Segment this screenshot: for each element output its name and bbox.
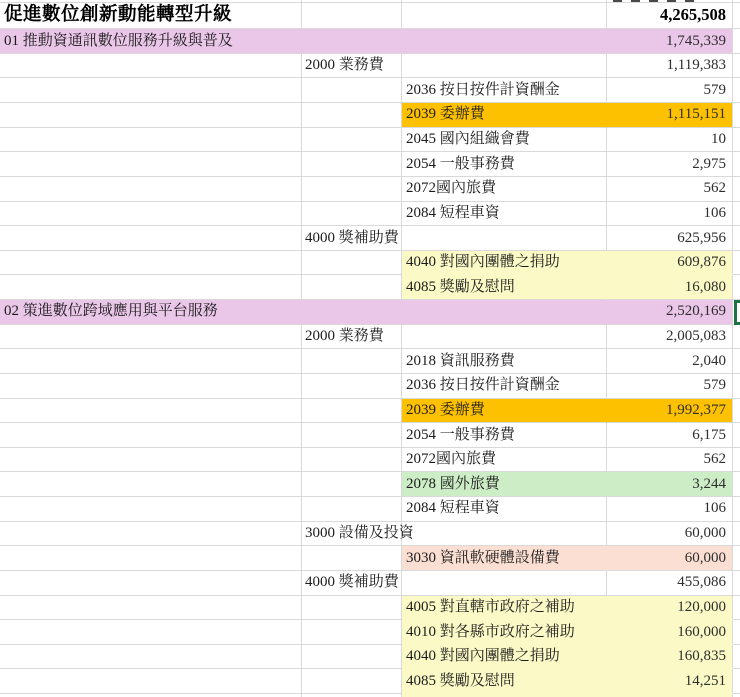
cell-item[interactable] — [402, 645, 607, 670]
cell-item[interactable] — [402, 29, 607, 54]
group-label: 2000 業務費 — [305, 328, 384, 344]
cell-program[interactable] — [0, 152, 302, 177]
table-row — [0, 374, 740, 399]
cell-amount[interactable] — [607, 300, 733, 325]
item-label: 4040 對國內團體之捐助 — [406, 254, 560, 271]
cell-program[interactable] — [0, 103, 302, 128]
cell-item[interactable] — [402, 472, 607, 497]
cell-item[interactable] — [402, 251, 607, 276]
amount-value: 1,745,339 — [666, 32, 726, 49]
cell-group[interactable] — [302, 571, 402, 596]
cell-edge[interactable] — [733, 546, 740, 571]
amount-value: 625,956 — [677, 229, 726, 246]
cell-item[interactable] — [402, 3, 607, 29]
cell-edge[interactable] — [733, 497, 740, 522]
table-row — [0, 300, 740, 325]
cell-edge[interactable] — [733, 596, 740, 621]
table-row — [0, 29, 740, 54]
cell-item[interactable] — [402, 128, 607, 153]
cell-amount[interactable] — [607, 399, 733, 424]
table-row — [0, 325, 740, 350]
cell-edge[interactable] — [733, 645, 740, 670]
cell-amount[interactable] — [607, 349, 733, 374]
cell-group[interactable] — [302, 546, 402, 571]
amount-value: 106 — [703, 500, 726, 517]
cell-group[interactable] — [302, 152, 402, 177]
item-label: 2054 一般事務費 — [406, 155, 515, 172]
cell-group[interactable] — [302, 325, 402, 350]
amount-value: 2,975 — [692, 155, 726, 172]
table-row — [0, 78, 740, 103]
cell-group[interactable] — [302, 103, 402, 128]
cell-group[interactable] — [302, 54, 402, 79]
cell-amount[interactable] — [607, 374, 733, 399]
cell-program[interactable] — [0, 596, 302, 621]
cell-edge[interactable] — [733, 78, 740, 103]
table-row — [0, 128, 740, 153]
cell-group[interactable] — [302, 374, 402, 399]
cell-item[interactable] — [402, 177, 607, 202]
amount-value: 579 — [703, 377, 726, 394]
amount-value: 455,086 — [677, 574, 726, 591]
cell-program[interactable] — [0, 448, 302, 473]
item-label: 4040 對國內團體之捐助 — [406, 648, 560, 665]
cell-edge[interactable] — [733, 571, 740, 596]
clipped-digit-mark — [649, 0, 658, 2]
program-label: 促進數位創新動能轉型升級 — [4, 5, 233, 26]
table-row — [0, 596, 740, 621]
amount-value: 4,265,508 — [660, 5, 726, 25]
cell-program[interactable] — [0, 29, 302, 54]
clipped-digit-mark — [631, 0, 640, 2]
clipped-digit-mark — [613, 0, 622, 2]
cell-program[interactable] — [0, 620, 302, 645]
item-label: 2072國內旅費 — [406, 451, 497, 468]
cell-program[interactable] — [0, 497, 302, 522]
group-label: 4000 獎補助費 — [305, 229, 399, 246]
cell-edge[interactable] — [733, 54, 740, 79]
cell-program[interactable] — [0, 522, 302, 547]
amount-value: 579 — [703, 81, 726, 98]
cell-amount[interactable] — [607, 596, 733, 621]
table-row — [0, 202, 740, 227]
selection-border-fragment — [734, 300, 740, 325]
cell-edge[interactable] — [733, 251, 740, 276]
cell-group[interactable] — [302, 472, 402, 497]
cell-program[interactable] — [0, 275, 302, 300]
program-label: 01 推動資通訊數位服務升級與普及 — [4, 32, 233, 49]
cell-amount[interactable] — [607, 177, 733, 202]
clipped-digit-mark — [667, 0, 676, 2]
table-row — [0, 645, 740, 670]
table-row — [0, 669, 740, 694]
cell-program[interactable] — [0, 226, 302, 251]
table-row — [0, 177, 740, 202]
cell-program[interactable] — [0, 128, 302, 153]
amount-value: 6,175 — [692, 426, 726, 443]
group-label: 3000 設備及投資 — [305, 525, 414, 541]
item-label: 4005 對直轄市政府之補助 — [406, 598, 575, 615]
cell-program[interactable] — [0, 78, 302, 103]
cell-group[interactable] — [302, 596, 402, 621]
cell-amount[interactable] — [607, 546, 733, 571]
cell-group[interactable] — [302, 522, 414, 547]
amount-value: 1,119,383 — [666, 57, 726, 74]
cell-edge[interactable] — [733, 226, 740, 251]
table-row — [0, 399, 740, 424]
cell-group[interactable] — [302, 226, 402, 251]
item-label: 2078 國外旅費 — [406, 475, 500, 492]
cell-program[interactable] — [0, 349, 302, 374]
amount-value: 16,080 — [684, 278, 726, 295]
cell-program[interactable] — [0, 300, 302, 325]
cell-amount[interactable] — [607, 423, 733, 448]
cell-item[interactable] — [402, 78, 607, 103]
cell-group[interactable] — [302, 300, 402, 325]
cell-group[interactable] — [302, 78, 402, 103]
cell-item[interactable] — [402, 571, 607, 596]
cell-amount[interactable] — [607, 497, 733, 522]
item-label: 2036 按日按件計資酬金 — [406, 377, 560, 394]
cell-edge[interactable] — [733, 3, 740, 29]
cell-program[interactable] — [0, 54, 302, 79]
cell-edge[interactable] — [733, 325, 740, 350]
amount-value: 2,520,169 — [666, 303, 726, 320]
clipped-digit-mark — [685, 0, 694, 2]
cell-amount[interactable] — [607, 202, 733, 227]
table-row — [0, 226, 740, 251]
cell-amount[interactable] — [607, 3, 733, 29]
cell-edge[interactable] — [733, 399, 740, 424]
item-label: 2072國內旅費 — [406, 180, 497, 197]
cell-program[interactable] — [0, 325, 302, 350]
cell-amount[interactable] — [607, 669, 733, 694]
cell-group[interactable] — [302, 202, 402, 227]
cell-program[interactable] — [0, 669, 302, 694]
cell-group[interactable] — [302, 251, 402, 276]
cell-amount[interactable] — [607, 325, 733, 350]
cell-amount[interactable] — [607, 103, 733, 128]
cell-edge[interactable] — [733, 152, 740, 177]
cell-edge[interactable] — [733, 275, 740, 300]
cell-edge[interactable] — [733, 620, 740, 645]
cell-amount[interactable] — [607, 620, 733, 645]
cell-program[interactable] — [0, 202, 302, 227]
cell-program[interactable] — [0, 399, 302, 424]
amount-value: 1,992,377 — [666, 401, 726, 418]
cell-item[interactable] — [402, 546, 607, 571]
cell-item[interactable] — [402, 103, 607, 128]
cell-program[interactable] — [0, 374, 302, 399]
table-row — [0, 152, 740, 177]
amount-value: 2,005,083 — [666, 328, 726, 344]
item-label: 4085 獎勵及慰問 — [406, 278, 515, 295]
cell-item[interactable] — [402, 374, 607, 399]
cell-item[interactable] — [402, 596, 607, 621]
cell-edge[interactable] — [733, 103, 740, 128]
item-label: 2018 資訊服務費 — [406, 352, 515, 369]
cell-amount[interactable] — [607, 645, 733, 670]
amount-value: 106 — [703, 204, 726, 221]
cell-amount[interactable] — [607, 275, 733, 300]
item-label: 2036 按日按件計資酬金 — [406, 81, 560, 98]
cell-edge[interactable] — [733, 177, 740, 202]
amount-value: 160,835 — [677, 648, 726, 665]
item-label: 2039 委辦費 — [406, 401, 485, 418]
cell-item[interactable] — [402, 349, 607, 374]
cell-group[interactable] — [302, 275, 402, 300]
cell-group[interactable] — [302, 177, 402, 202]
amount-value: 60,000 — [684, 525, 726, 541]
group-label: 4000 獎補助費 — [305, 574, 399, 591]
item-label: 4010 對各縣市政府之補助 — [406, 623, 575, 640]
cell-amount[interactable] — [607, 472, 733, 497]
cell-item[interactable] — [402, 202, 607, 227]
amount-value: 3,244 — [692, 475, 726, 492]
amount-value: 1,115,151 — [666, 106, 726, 123]
cell-amount[interactable] — [607, 522, 733, 547]
cell-item[interactable] — [402, 54, 607, 79]
cell-item[interactable] — [402, 275, 607, 300]
item-label: 2084 短程車資 — [406, 204, 500, 221]
table-row — [0, 620, 740, 645]
cell-amount[interactable] — [607, 226, 733, 251]
group-label: 2000 業務費 — [305, 57, 384, 74]
table-row — [0, 472, 740, 497]
cell-edge[interactable] — [733, 472, 740, 497]
amount-value: 562 — [703, 180, 726, 197]
cell-item[interactable] — [402, 226, 607, 251]
cell-amount[interactable] — [607, 152, 733, 177]
item-label: 3030 資訊軟硬體設備費 — [406, 549, 560, 566]
table-row — [0, 423, 740, 448]
cell-group[interactable] — [302, 423, 402, 448]
amount-value: 10 — [711, 131, 726, 147]
cell-item[interactable] — [402, 522, 607, 547]
table-row — [0, 349, 740, 374]
amount-value: 160,000 — [677, 623, 726, 640]
cell-edge[interactable] — [733, 669, 740, 694]
item-label: 2045 國內組織會費 — [406, 131, 530, 147]
cell-program[interactable] — [0, 3, 302, 29]
cell-program[interactable] — [0, 423, 302, 448]
cell-group[interactable] — [302, 497, 402, 522]
cell-edge[interactable] — [733, 522, 740, 547]
cell-item[interactable] — [402, 325, 607, 350]
cell-program[interactable] — [0, 571, 302, 596]
amount-value: 60,000 — [684, 549, 726, 566]
amount-value: 14,251 — [684, 672, 726, 689]
cell-edge[interactable] — [733, 448, 740, 473]
cell-amount[interactable] — [607, 29, 733, 54]
table-row — [0, 522, 740, 547]
table-row — [0, 571, 740, 596]
cell-item[interactable] — [402, 152, 607, 177]
cell-program[interactable] — [0, 472, 302, 497]
amount-value: 120,000 — [677, 598, 726, 615]
cell-item[interactable] — [402, 448, 607, 473]
cell-amount[interactable] — [607, 54, 733, 79]
cell-group[interactable] — [302, 399, 402, 424]
cell-group[interactable] — [302, 669, 402, 694]
table-row — [0, 3, 740, 29]
cell-group[interactable] — [302, 3, 402, 29]
table-row — [0, 497, 740, 522]
cell-group[interactable] — [302, 645, 402, 670]
item-label: 2084 短程車資 — [406, 500, 500, 517]
cell-item[interactable] — [402, 423, 607, 448]
cell-item[interactable] — [402, 620, 607, 645]
item-label: 2039 委辦費 — [406, 106, 485, 123]
item-label: 2054 一般事務費 — [406, 426, 515, 443]
amount-value: 2,040 — [692, 352, 726, 369]
program-label: 02 策進數位跨域應用與平台服務 — [4, 303, 218, 320]
table-row — [0, 275, 740, 300]
cell-group[interactable] — [302, 448, 402, 473]
cell-group[interactable] — [302, 620, 402, 645]
cell-edge[interactable] — [733, 29, 740, 54]
cell-program[interactable] — [0, 251, 302, 276]
cell-amount[interactable] — [607, 571, 733, 596]
cell-program[interactable] — [0, 177, 302, 202]
cell-item[interactable] — [402, 300, 607, 325]
cell-amount[interactable] — [607, 251, 733, 276]
amount-value: 609,876 — [677, 254, 726, 271]
cell-group[interactable] — [302, 29, 402, 54]
cell-item[interactable] — [402, 399, 607, 424]
cell-group[interactable] — [302, 349, 402, 374]
cell-group[interactable] — [302, 128, 402, 153]
cell-item[interactable] — [402, 497, 607, 522]
amount-value: 562 — [703, 451, 726, 468]
item-label: 4085 獎勵及慰問 — [406, 672, 515, 689]
cell-edge[interactable] — [733, 202, 740, 227]
cell-program[interactable] — [0, 546, 302, 571]
cell-program[interactable] — [0, 645, 302, 670]
cell-edge[interactable] — [733, 423, 740, 448]
table-row — [0, 251, 740, 276]
table-row — [0, 103, 740, 128]
cell-item[interactable] — [402, 669, 607, 694]
table-row — [0, 54, 740, 79]
cell-amount[interactable] — [607, 128, 733, 153]
cell-edge[interactable] — [733, 349, 740, 374]
cell-amount[interactable] — [607, 78, 733, 103]
cell-edge[interactable] — [733, 128, 740, 153]
table-row — [0, 546, 740, 571]
table-row — [0, 448, 740, 473]
cell-edge[interactable] — [733, 374, 740, 399]
cell-amount[interactable] — [607, 448, 733, 473]
